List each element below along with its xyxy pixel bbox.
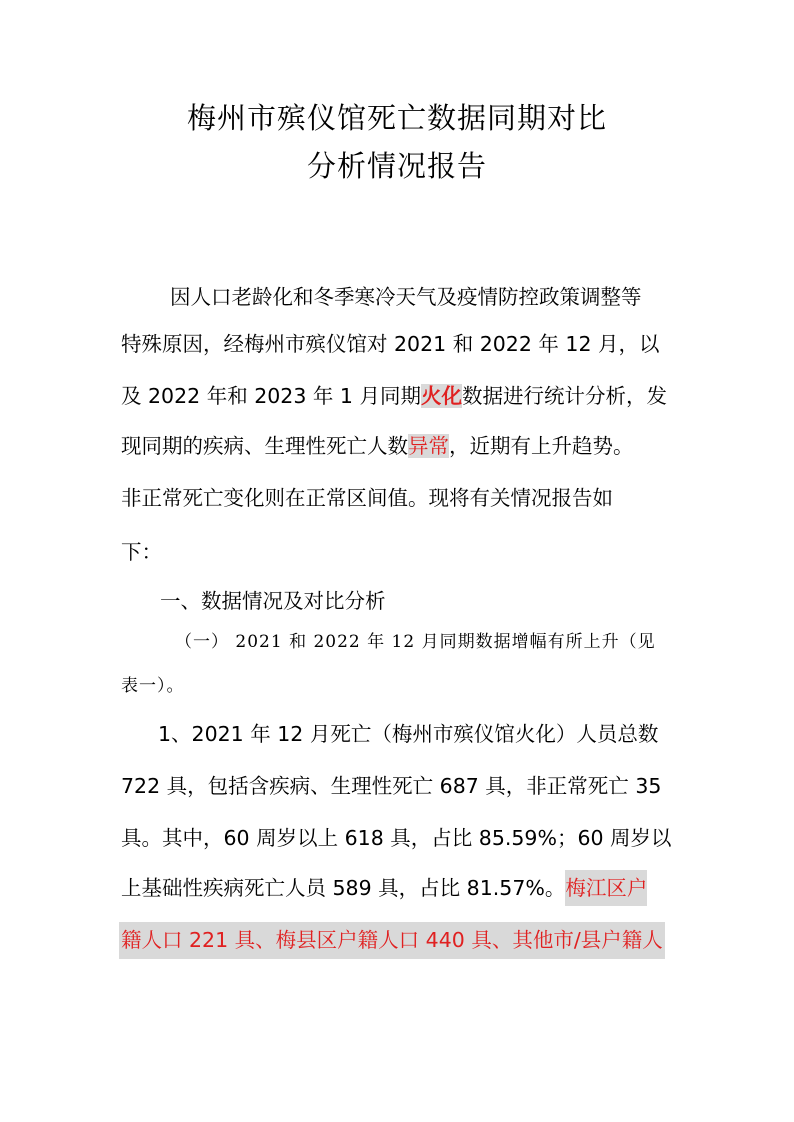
intro-line-4 bbox=[121, 432, 634, 460]
highlight-meijiang: 梅江区户 bbox=[565, 870, 647, 906]
doc-title-line-2: 分析情况报告 bbox=[306, 149, 487, 183]
intro-line-3-a: 及 2022 年和 2023 年 1 月同期 bbox=[121, 384, 421, 408]
intro-line-2: 特殊原因，经梅州市殡仪馆对 2021 和 2022 年 12 月，以 bbox=[121, 332, 660, 356]
item1-line-4 bbox=[121, 870, 647, 906]
item1-line-4-a: 上基础性疾病死亡人员 589 具，占比 81.57%。 bbox=[121, 876, 566, 900]
intro-line-4-a: 现同期的疾病、生理性死亡人数 bbox=[121, 434, 408, 458]
highlight-block-line-5: 籍人口 221 具、梅县区户籍人口 440 具、其他市/县户籍人 bbox=[119, 922, 665, 959]
intro-line-6: 下： bbox=[121, 540, 162, 564]
item1-line-3: 具。其中，60 周岁以上 618 具，占比 85.59%；60 周岁以 bbox=[121, 826, 672, 850]
intro-line-3 bbox=[121, 382, 667, 410]
item1-line-1: 1、2021 年 12 月死亡（梅州市殡仪馆火化）人员总数 bbox=[158, 722, 659, 746]
section-heading: 一、数据情况及对比分析 bbox=[160, 589, 386, 613]
highlight-abnormal: 异常 bbox=[408, 434, 449, 458]
highlight-cremation: 火化 bbox=[420, 384, 462, 408]
subsection-line-1: （一） 2021 和 2022 年 12 月同期数据增幅有所上升（见 bbox=[175, 632, 656, 652]
intro-line-1: 因人口老龄化和冬季寒冷天气及疫情防控政策调整等 bbox=[170, 285, 642, 309]
subsection-line-2: 表一）。 bbox=[121, 676, 185, 696]
intro-line-5: 非正常死亡变化则在正常区间值。现将有关情况报告如 bbox=[121, 486, 613, 510]
intro-line-3-b: 数据进行统计分析，发 bbox=[461, 384, 667, 408]
item1-line-2: 722 具，包括含疾病、生理性死亡 687 具，非正常死亡 35 bbox=[121, 774, 662, 798]
intro-line-4-b: ，近期有上升趋势。 bbox=[449, 434, 634, 458]
doc-title-line-1: 梅州市殡仪馆死亡数据同期对比 bbox=[186, 101, 607, 135]
